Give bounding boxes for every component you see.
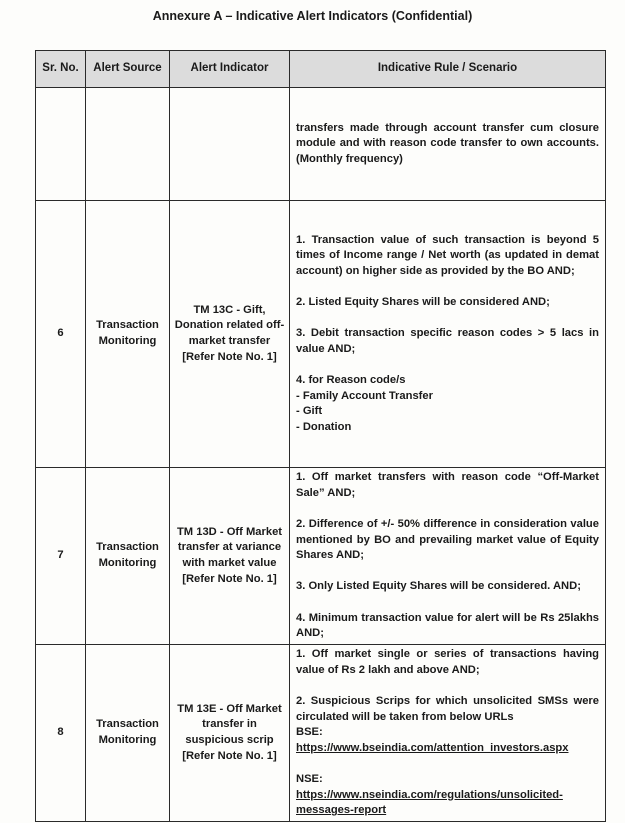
table-row-continued (36, 88, 606, 201)
rule-item-4-head: 4. for Reason code/s (296, 373, 406, 386)
cell-alert-source: Transaction Monitoring (86, 201, 170, 468)
rule-item-4a: - Family Account Transfer (296, 389, 433, 402)
table-row-7 (36, 468, 606, 645)
cell-alert-indicator: TM 13D - Off Market transfer at variance with market value [Refer Note No. 1] (170, 468, 290, 645)
rule-item-4: 4. Minimum transaction value for alert will be Rs 25lakhs AND; (296, 611, 599, 640)
cell-rule (290, 88, 606, 201)
table-header-row (36, 51, 606, 88)
cell-alert-indicator: TM 13E - Off Market transfer in suspicious scrip [Refer Note No. 1] (170, 645, 290, 822)
header-rule: Indicative Rule / Scenario (290, 51, 606, 88)
rule-item-1: 1. Off market single or series of transactions having value of Rs 2 lakh and above AND; (296, 648, 599, 676)
cell-sr-no: 7 (36, 468, 86, 645)
rule-item-4c: - Donation (296, 420, 352, 433)
bse-url-link[interactable]: https://www.bseindia.com/attention_investors.aspx (296, 741, 569, 754)
header-alert-indicator: Alert Indicator (170, 51, 290, 88)
page-title: Annexure A – Indicative Alert Indicators (Confidential) (152, 9, 473, 23)
cell-sr-no: 8 (36, 645, 86, 822)
rule-item-3: 3. Only Listed Equity Shares will be considered. AND; (296, 580, 581, 593)
nse-label: NSE: (296, 772, 323, 785)
cell-rule (290, 201, 606, 468)
rule-item-2: 2. Suspicious Scrips for which unsolicited SMSs were circulated will be taken from below URLs (296, 695, 599, 723)
rule-item-2: 2. Difference of +/- 50% difference in consideration value mentioned by BO and prevailing market value of Equity Shares AND; (296, 518, 599, 562)
cell-alert-source (86, 88, 170, 201)
cell-sr-no: 6 (36, 201, 86, 468)
cell-rule (290, 645, 606, 822)
cell-sr-no (36, 88, 86, 201)
rule-item-1: 1. Off market transfers with reason code “Off-Market Sale” AND; (296, 471, 599, 499)
rule-item-3: 3. Debit transaction specific reason codes > 5 lacs in value AND; (296, 327, 599, 355)
rule-item-4b: - Gift (296, 405, 323, 418)
rule-item-1: 1. Transaction value of such transaction is beyond 5 times of Income range / Net worth (as updated in demat account) on higher side as provided by the BO AND; (296, 233, 599, 277)
header-sr-no: Sr. No. (36, 51, 86, 88)
cell-alert-source: Transaction Monitoring (86, 645, 170, 822)
header-alert-source: Alert Source (86, 51, 170, 88)
rule-text: transfers made through account transfer cum closure module and with reason code transfer to own accounts. (Monthly frequency) (296, 121, 599, 165)
table-row-8 (36, 645, 606, 822)
cell-alert-indicator (170, 88, 290, 201)
cell-alert-indicator: TM 13C - Gift, Donation related off-market transfer [Refer Note No. 1] (170, 201, 290, 468)
cell-alert-source: Transaction Monitoring (86, 468, 170, 645)
nse-url-link[interactable]: https://www.nseindia.com/regulations/unsolicited-messages-report (296, 788, 563, 817)
rule-item-2: 2. Listed Equity Shares will be considered AND; (296, 296, 550, 309)
alert-indicators-table (35, 50, 606, 822)
cell-rule (290, 468, 606, 645)
table-row-6 (36, 201, 606, 468)
bse-label: BSE: (296, 726, 323, 739)
